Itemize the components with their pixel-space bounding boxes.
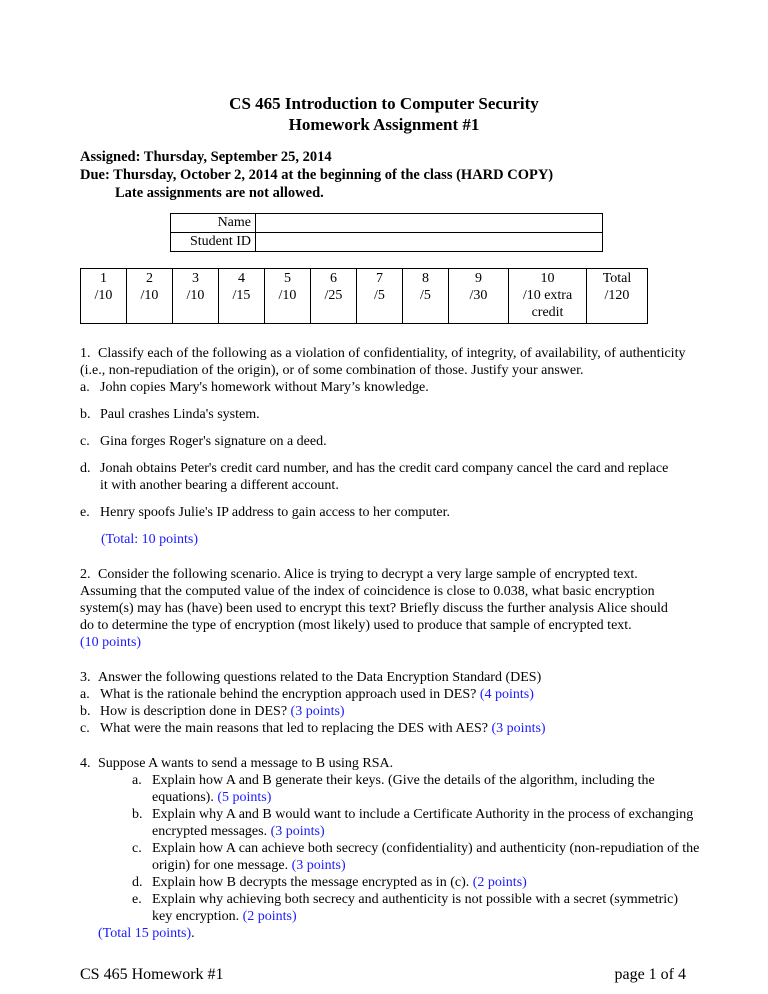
q4-item-b: b. Explain why A and B would want to include a Certificate Authority in the process of exchanging [132,807,694,822]
q4-item-a: a. Explain how A and B generate their keys. (Give the details of the algorithm, including the [132,773,655,788]
question-2-text: Consider the following scenario. Alice is trying to decrypt a very large sample of encrypted text. [98,567,638,582]
q1-item-e: e. Henry spoofs Julie's IP address to gain access to her computer. [80,505,450,520]
q3-item-b: b. How is description done in DES? (3 points) [80,704,345,719]
question-3-text: Answer the following questions related to the Data Encryption Standard (DES) [98,670,542,685]
q4-item-e: e. Explain why achieving both secrecy and authenticity is not possible with a secret (symmetric) [132,892,679,907]
score-cell: 2 /10 [127,269,173,324]
question-2-number: 2. [80,567,91,582]
score-cell: 1 /10 [81,269,127,324]
document-subtitle: Homework Assignment #1 [288,115,480,134]
q1-item-a: a. John copies Mary's homework without Mary’s knowledge. [80,380,429,395]
footer-page-number: page 1 of 4 [614,966,686,983]
score-cell: 7 /5 [357,269,403,324]
question-1-text: Classify each of the following as a violation of confidentiality, of integrity, of availability, of authenticity [98,346,686,361]
name-field[interactable] [256,214,603,233]
student-id-label: Student ID [171,233,256,252]
late-policy: Late assignments are not allowed. [115,185,324,201]
q4-item-e-cont: key encryption. (2 points) [152,909,297,924]
score-table [80,268,648,324]
student-id-field[interactable] [256,233,603,252]
q2-points: (10 points) [80,635,142,650]
q4-item-c-cont: origin) for one message. (3 points) [152,858,346,873]
q1-points: (Total: 10 points) [101,532,199,547]
q4-item-a-cont: equations). (5 points) [152,790,272,805]
q1-item-c: c. Gina forges Roger's signature on a deed. [80,434,327,449]
question-1-number: 1. [80,346,91,361]
assigned-date: Assigned: Thursday, September 25, 2014 [80,149,332,165]
score-cell: 9 /30 [449,269,509,324]
document-title: CS 465 Introduction to Computer Security [229,94,539,113]
student-info-table [170,213,603,252]
q4-item-d: d. Explain how B decrypts the message encrypted as in (c). (2 points) [132,875,527,890]
due-date: Due: Thursday, October 2, 2014 at the beginning of the class (HARD COPY) [80,167,554,183]
score-cell: 8 /5 [403,269,449,324]
question-4-text: Suppose A wants to send a message to B using RSA. [98,756,394,771]
score-cell: 4 /15 [219,269,265,324]
score-cell-extra-credit: 10 /10 extra credit [509,269,587,324]
q4-item-c: c. Explain how A can achieve both secrecy (confidentiality) and authenticity (non-repudiation of the [132,841,700,856]
score-cell: 5 /10 [265,269,311,324]
question-3-number: 3. [80,670,91,685]
score-cell-total: Total /120 [587,269,648,324]
q3-item-c: c. What were the main reasons that led to replacing the DES with AES? (3 points) [80,721,546,736]
q1-item-d-cont: it with another bearing a different account. [100,478,339,493]
question-2-text-cont: system(s) may has (have) been used to encrypt this text? Briefly discuss the further analysis Alice should [80,601,668,616]
q4-item-b-cont: encrypted messages. (3 points) [152,824,325,839]
q1-item-b: b. Paul crashes Linda's system. [80,407,260,422]
question-2-text-cont: do to determine the type of encryption (most likely) used to produce that sample of encrypted text. [80,618,632,633]
q4-total-points: (Total 15 points). [98,926,195,941]
footer-left: CS 465 Homework #1 [80,966,224,983]
question-2-text-cont: Assuming that the computed value of the index of coincidence is close to 0.038, what basic encryption [80,584,655,599]
q1-item-d: d. Jonah obtains Peter's credit card number, and has the credit card company cancel the card and replace [80,461,669,476]
score-cell: 3 /10 [173,269,219,324]
question-4-number: 4. [80,756,91,771]
score-cell: 6 /25 [311,269,357,324]
question-1-text-cont: (i.e., non-repudiation of the origin), or of some combination of those. Justify your answer. [80,363,584,378]
name-label: Name [171,214,256,233]
q3-item-a: a. What is the rationale behind the encryption approach used in DES? (4 points) [80,687,534,702]
